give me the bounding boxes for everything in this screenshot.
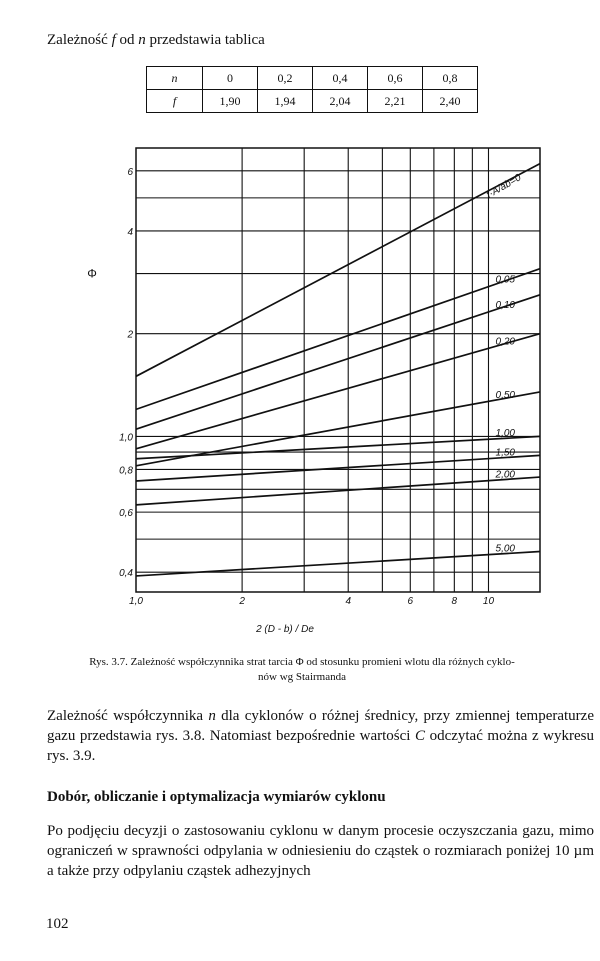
series-label: f·A/ab=0	[484, 172, 524, 201]
y-axis-label: Φ	[87, 266, 97, 281]
intro-f: f	[111, 32, 116, 48]
paragraph-text: dla cyklonów o różnej średnicy, przy zmiennej temperaturze gazu przedstawia rys. 3.8. Natomiast bezpośrednie wartości	[47, 708, 594, 744]
x-tick-label: 8	[451, 596, 458, 607]
series-line	[136, 436, 540, 458]
paragraph-symbol-c: C	[415, 728, 426, 744]
x-tick-label: 4	[345, 596, 352, 607]
table-cell: 1,94	[258, 90, 313, 113]
table-cell: 0,4	[313, 67, 368, 90]
series-label: 0,50	[495, 389, 515, 401]
y-tick-label: 1,0	[119, 432, 133, 444]
series-label: 0,20	[495, 336, 515, 348]
table-cell: 0	[203, 67, 258, 90]
paragraph-2: Po podjęciu decyzji o zastosowaniu cyklonu w danym procesie oczyszczania gazu, mimo ograniczeń w sprawności odpylania w odniesieniu do cząstek o rozmiarach poniżej 10 µm a także przy odpylaniu cząstek adhezyjnych	[47, 823, 594, 879]
intro-text-mid: od	[115, 32, 139, 48]
table-cell: n	[147, 67, 203, 90]
y-tick-label: 4	[127, 226, 133, 238]
series-label: 0,10	[495, 299, 515, 311]
table-cell: 1,90	[203, 90, 258, 113]
y-tick-label: 6	[127, 166, 133, 178]
x-tick-label: 1,0	[129, 596, 143, 607]
paragraph-symbol-n: n	[208, 708, 216, 724]
table-row	[147, 90, 478, 113]
x-axis-label: 2 (D - b) / De	[256, 624, 314, 635]
x-tick-label: 10	[482, 596, 495, 607]
table-cell: f	[147, 90, 203, 113]
series-label: 1,00	[495, 428, 515, 440]
table-cell: 2,40	[423, 90, 478, 113]
table-row	[147, 67, 478, 90]
table-cell: 0,8	[423, 67, 478, 90]
table-cell: 2,21	[368, 90, 423, 113]
series-line	[136, 334, 540, 449]
x-tick-label: 2	[239, 596, 245, 607]
x-tick-label: 6	[407, 596, 414, 607]
y-tick-label: 0,6	[119, 508, 133, 520]
page-number: 102	[46, 916, 69, 932]
table-cell: 2,04	[313, 90, 368, 113]
y-tick-label: 0,4	[119, 568, 133, 580]
series-line	[136, 295, 540, 429]
paragraph-text: odczytać można z wykresu rys. 3.9.	[47, 728, 594, 764]
caption-line: Rys. 3.7. Zależność współczynnika strat tarcia Φ od stosunku promieni wlotu dla różnych cyklo-	[89, 656, 515, 668]
section-heading: Dobór, obliczanie i optymalizacja wymiarów cyklonu	[47, 789, 386, 805]
series-label: 1,50	[495, 447, 515, 459]
series-line	[136, 269, 540, 410]
paragraph-1	[47, 706, 594, 766]
y-tick-label: 0,8	[119, 465, 133, 477]
intro-text: Zależność	[47, 32, 112, 48]
series-line	[136, 477, 540, 505]
intro-text-end: przedstawia tablica	[145, 32, 265, 48]
phi-chart	[0, 140, 600, 645]
caption-line: nów wg Stairmanda	[258, 671, 346, 683]
intro-n: n	[138, 32, 146, 48]
plot-frame	[136, 148, 540, 592]
series-label: 2,00	[495, 469, 515, 481]
intro-line	[47, 32, 265, 49]
f-vs-n-table	[146, 66, 478, 113]
series-line	[136, 455, 540, 481]
table-cell: 0,6	[368, 67, 423, 90]
table-cell: 0,2	[258, 67, 313, 90]
series-label: 5,00	[495, 543, 515, 555]
paragraph-text: Zależność współczynnika	[47, 708, 209, 724]
y-tick-label: 2	[127, 329, 133, 341]
series-label: 0,05	[495, 274, 515, 286]
figure-caption	[40, 655, 564, 685]
series-line	[136, 164, 540, 377]
